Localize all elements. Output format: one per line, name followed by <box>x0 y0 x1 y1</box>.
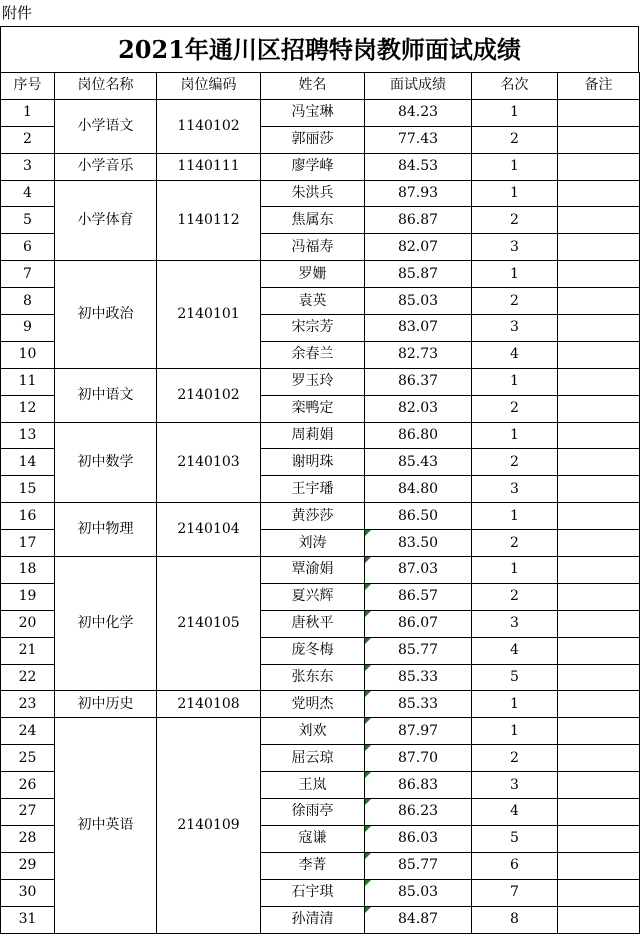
header-score: 面试成绩 <box>365 73 472 100</box>
candidate-name: 寇谦 <box>261 825 365 852</box>
table-row <box>1 422 640 449</box>
row-number: 12 <box>1 395 55 422</box>
row-number: 15 <box>1 476 55 503</box>
position-name: 小学音乐 <box>55 153 157 180</box>
cell-marker <box>365 665 371 671</box>
candidate-name: 石宇琪 <box>261 879 365 906</box>
interview-score: 86.80 <box>365 422 472 449</box>
row-number: 24 <box>1 718 55 745</box>
position-name: 初中化学 <box>55 557 157 691</box>
note <box>558 207 640 234</box>
row-number: 14 <box>1 449 55 476</box>
candidate-name: 朱洪兵 <box>261 180 365 207</box>
row-number: 13 <box>1 422 55 449</box>
interview-score: 85.03 <box>365 288 472 315</box>
candidate-name: 刘欢 <box>261 718 365 745</box>
cell-marker <box>365 638 371 644</box>
rank: 2 <box>472 583 558 610</box>
note <box>558 503 640 530</box>
rank: 3 <box>472 476 558 503</box>
note <box>558 745 640 772</box>
candidate-name: 郭丽莎 <box>261 126 365 153</box>
interview-score: 84.87 <box>365 906 472 933</box>
rank: 3 <box>472 234 558 261</box>
row-number: 18 <box>1 557 55 584</box>
table-row <box>1 180 640 207</box>
interview-score: 85.33 <box>365 691 472 718</box>
table-body <box>1 99 640 933</box>
candidate-name: 覃渝娟 <box>261 557 365 584</box>
position-code: 2140104 <box>157 503 261 557</box>
position-code: 2140105 <box>157 557 261 691</box>
candidate-name: 周莉娟 <box>261 422 365 449</box>
position-code: 1140102 <box>157 99 261 153</box>
row-number: 21 <box>1 637 55 664</box>
note <box>558 476 640 503</box>
row-number: 3 <box>1 153 55 180</box>
cell-marker <box>365 718 371 724</box>
header-note: 备注 <box>558 73 640 100</box>
candidate-name: 栾鸭定 <box>261 395 365 422</box>
rank: 2 <box>472 207 558 234</box>
attachment-label: 附件 <box>2 4 33 22</box>
interview-score: 87.97 <box>365 718 472 745</box>
row-number: 8 <box>1 288 55 315</box>
note <box>558 261 640 288</box>
interview-score: 86.83 <box>365 772 472 799</box>
table-row <box>1 718 640 745</box>
interview-score: 87.93 <box>365 180 472 207</box>
table-row <box>1 153 640 180</box>
note <box>558 315 640 342</box>
note <box>558 906 640 933</box>
rank: 7 <box>472 879 558 906</box>
rank: 3 <box>472 610 558 637</box>
interview-score: 85.33 <box>365 664 472 691</box>
rank: 4 <box>472 637 558 664</box>
interview-score: 86.57 <box>365 583 472 610</box>
table-row <box>1 261 640 288</box>
interview-score: 86.23 <box>365 799 472 826</box>
candidate-name: 冯宝琳 <box>261 99 365 126</box>
row-number: 26 <box>1 772 55 799</box>
candidate-name: 徐雨亭 <box>261 799 365 826</box>
candidate-name: 唐秋平 <box>261 610 365 637</box>
interview-score: 87.03 <box>365 557 472 584</box>
row-number: 28 <box>1 825 55 852</box>
candidate-name: 刘涛 <box>261 530 365 557</box>
candidate-name: 谢明珠 <box>261 449 365 476</box>
rank: 2 <box>472 745 558 772</box>
position-code: 2140109 <box>157 718 261 933</box>
interview-score: 85.77 <box>365 637 472 664</box>
row-number: 20 <box>1 610 55 637</box>
note <box>558 99 640 126</box>
table-row <box>1 503 640 530</box>
candidate-name: 袁英 <box>261 288 365 315</box>
header-no: 序号 <box>1 73 55 100</box>
note <box>558 180 640 207</box>
row-number: 30 <box>1 879 55 906</box>
note <box>558 637 640 664</box>
header-name: 姓名 <box>261 73 365 100</box>
candidate-name: 王宇璠 <box>261 476 365 503</box>
interview-score: 83.07 <box>365 315 472 342</box>
row-number: 19 <box>1 583 55 610</box>
rank: 2 <box>472 449 558 476</box>
interview-score: 77.43 <box>365 126 472 153</box>
note <box>558 691 640 718</box>
rank: 6 <box>472 852 558 879</box>
note <box>558 583 640 610</box>
candidate-name: 张东东 <box>261 664 365 691</box>
interview-score: 84.23 <box>365 99 472 126</box>
position-name: 初中英语 <box>55 718 157 933</box>
interview-score: 82.07 <box>365 234 472 261</box>
row-number: 22 <box>1 664 55 691</box>
interview-score: 86.87 <box>365 207 472 234</box>
rank: 2 <box>472 288 558 315</box>
rank: 4 <box>472 799 558 826</box>
position-name: 初中数学 <box>55 422 157 503</box>
note <box>558 234 640 261</box>
note <box>558 449 640 476</box>
row-number: 17 <box>1 530 55 557</box>
note <box>558 395 640 422</box>
row-number: 9 <box>1 315 55 342</box>
rank: 4 <box>472 341 558 368</box>
interview-score: 86.37 <box>365 368 472 395</box>
row-number: 2 <box>1 126 55 153</box>
rank: 1 <box>472 718 558 745</box>
rank: 5 <box>472 664 558 691</box>
note <box>558 530 640 557</box>
row-number: 6 <box>1 234 55 261</box>
candidate-name: 党明杰 <box>261 691 365 718</box>
rank: 1 <box>472 557 558 584</box>
interview-score: 82.73 <box>365 341 472 368</box>
page-title: 2021年通川区招聘特岗教师面试成绩 <box>0 26 639 72</box>
row-number: 25 <box>1 745 55 772</box>
rank: 1 <box>472 261 558 288</box>
interview-score: 84.80 <box>365 476 472 503</box>
candidate-name: 孙清清 <box>261 906 365 933</box>
note <box>558 852 640 879</box>
interview-score: 86.03 <box>365 825 472 852</box>
rank: 5 <box>472 825 558 852</box>
row-number: 16 <box>1 503 55 530</box>
row-number: 7 <box>1 261 55 288</box>
candidate-name: 余春兰 <box>261 341 365 368</box>
rank: 3 <box>472 772 558 799</box>
candidate-name: 夏兴辉 <box>261 583 365 610</box>
interview-score: 85.03 <box>365 879 472 906</box>
rank: 1 <box>472 180 558 207</box>
note <box>558 341 640 368</box>
interview-score: 86.50 <box>365 503 472 530</box>
cell-marker <box>365 530 371 536</box>
cell-marker <box>365 853 371 859</box>
position-code: 2140101 <box>157 261 261 369</box>
cell-marker <box>365 691 371 697</box>
interview-score: 87.70 <box>365 745 472 772</box>
interview-score: 85.77 <box>365 852 472 879</box>
rank: 1 <box>472 691 558 718</box>
rank: 2 <box>472 126 558 153</box>
candidate-name: 焦属东 <box>261 207 365 234</box>
position-name: 小学体育 <box>55 180 157 261</box>
rank: 1 <box>472 153 558 180</box>
candidate-name: 庞冬梅 <box>261 637 365 664</box>
note <box>558 879 640 906</box>
header-row <box>1 73 640 100</box>
note <box>558 664 640 691</box>
header-rank: 名次 <box>472 73 558 100</box>
candidate-name: 王岚 <box>261 772 365 799</box>
note <box>558 557 640 584</box>
table-row <box>1 368 640 395</box>
table-row <box>1 99 640 126</box>
cell-marker <box>365 880 371 886</box>
candidate-name: 罗玉玲 <box>261 368 365 395</box>
cell-marker <box>365 799 371 805</box>
candidate-name: 屈云琼 <box>261 745 365 772</box>
position-name: 初中政治 <box>55 261 157 369</box>
rank: 1 <box>472 503 558 530</box>
row-number: 1 <box>1 99 55 126</box>
row-number: 5 <box>1 207 55 234</box>
rank: 1 <box>472 422 558 449</box>
candidate-name: 宋宗芳 <box>261 315 365 342</box>
note <box>558 610 640 637</box>
note <box>558 422 640 449</box>
row-number: 27 <box>1 799 55 826</box>
rank: 3 <box>472 315 558 342</box>
rank: 1 <box>472 368 558 395</box>
position-name: 初中物理 <box>55 503 157 557</box>
candidate-name: 廖学峰 <box>261 153 365 180</box>
row-number: 31 <box>1 906 55 933</box>
interview-score: 85.87 <box>365 261 472 288</box>
interview-score: 83.50 <box>365 530 472 557</box>
rank: 8 <box>472 906 558 933</box>
note <box>558 368 640 395</box>
note <box>558 288 640 315</box>
position-code: 2140103 <box>157 422 261 503</box>
rank: 2 <box>472 395 558 422</box>
row-number: 29 <box>1 852 55 879</box>
row-number: 23 <box>1 691 55 718</box>
note <box>558 799 640 826</box>
cell-marker <box>365 557 371 563</box>
table-row <box>1 691 640 718</box>
candidate-name: 李菁 <box>261 852 365 879</box>
interview-score: 82.03 <box>365 395 472 422</box>
interview-score: 85.43 <box>365 449 472 476</box>
note <box>558 126 640 153</box>
cell-marker <box>365 611 371 617</box>
row-number: 11 <box>1 368 55 395</box>
note <box>558 772 640 799</box>
cell-marker <box>365 772 371 778</box>
candidate-name: 黄莎莎 <box>261 503 365 530</box>
interview-score: 84.53 <box>365 153 472 180</box>
row-number: 10 <box>1 341 55 368</box>
cell-marker <box>365 584 371 590</box>
rank: 2 <box>472 530 558 557</box>
cell-marker <box>365 745 371 751</box>
position-code: 1140111 <box>157 153 261 180</box>
header-code: 岗位编码 <box>157 73 261 100</box>
position-code: 1140112 <box>157 180 261 261</box>
cell-marker <box>365 907 371 913</box>
position-name: 小学语文 <box>55 99 157 153</box>
position-code: 2140108 <box>157 691 261 718</box>
note <box>558 825 640 852</box>
candidate-name: 罗姗 <box>261 261 365 288</box>
score-table <box>0 72 640 934</box>
note <box>558 718 640 745</box>
position-name: 初中历史 <box>55 691 157 718</box>
table-row <box>1 557 640 584</box>
note <box>558 153 640 180</box>
interview-score: 86.07 <box>365 610 472 637</box>
row-number: 4 <box>1 180 55 207</box>
position-name: 初中语文 <box>55 368 157 422</box>
rank: 1 <box>472 99 558 126</box>
candidate-name: 冯福寿 <box>261 234 365 261</box>
position-code: 2140102 <box>157 368 261 422</box>
header-position: 岗位名称 <box>55 73 157 100</box>
cell-marker <box>365 826 371 832</box>
